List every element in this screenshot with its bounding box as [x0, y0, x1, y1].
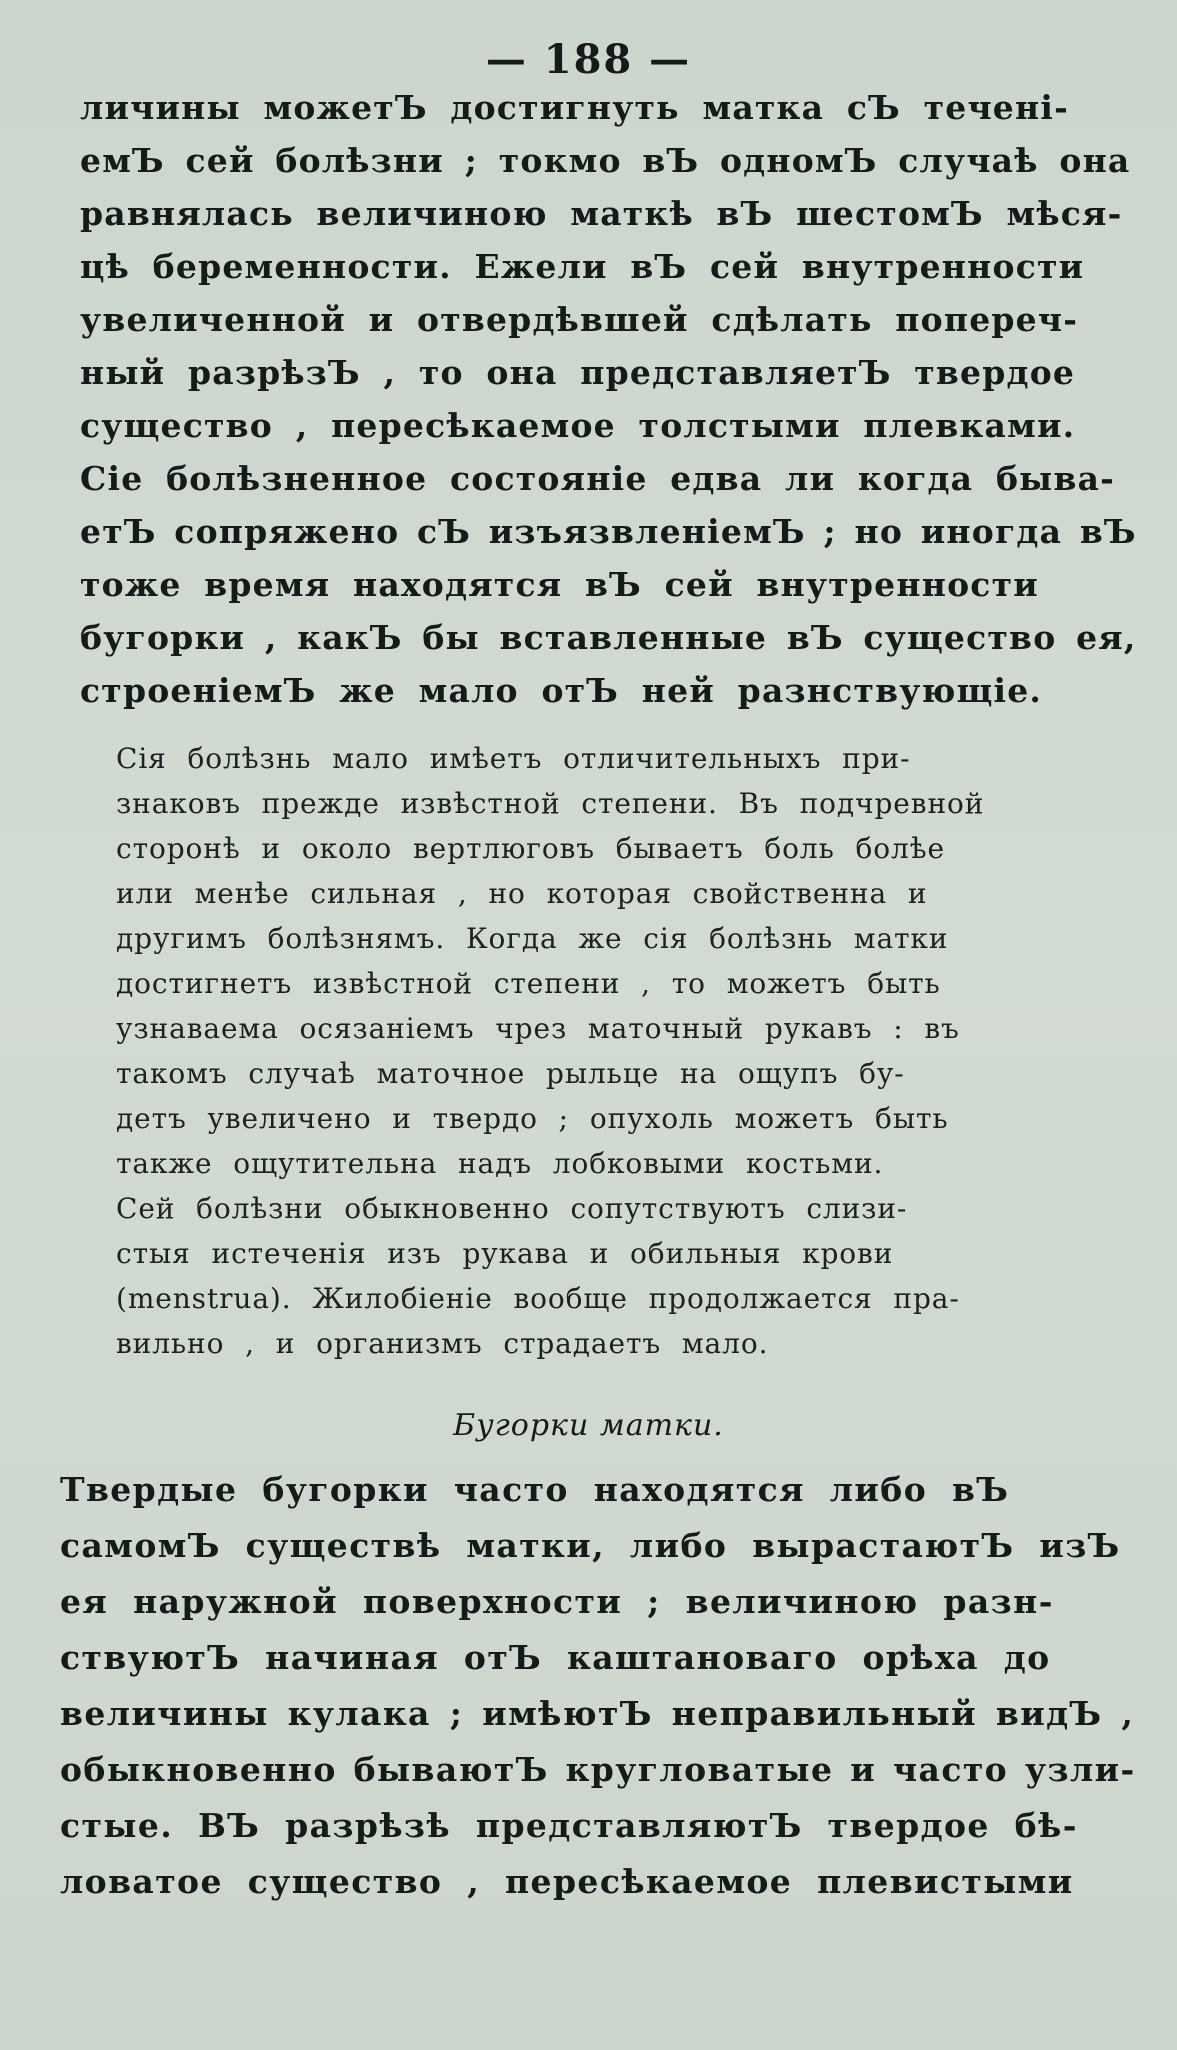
text-line: строеніемЪ же мало отЪ ней разнствующіе.	[80, 671, 1043, 710]
text-line: тоже время находятся вЪ сей внутренности	[80, 565, 1039, 604]
text-line: существо , пересѣкаемое толстыми плевками.	[80, 406, 1076, 445]
text-line: величины кулака ; имѣютЪ неправильный видЪ ,	[60, 1694, 1135, 1733]
text-line: другимъ болѣзнямъ. Когда же сія болѣзнь матки	[116, 922, 949, 955]
text-line: (menstrua). Жилобіеніе вообще продолжается пра-	[116, 1282, 960, 1315]
text-line: цѣ беременности. Ежели вЪ сей внутренности	[80, 247, 1085, 286]
text-line: знаковъ прежде извѣстной степени. Въ подчревной	[116, 787, 985, 820]
text-line: етЪ сопряжено сЪ изъязвленіемЪ ; но иногда вЪ	[80, 512, 1137, 551]
text-line: Сіе болѣзненное состояніе едва ли когда быва-	[80, 459, 1116, 498]
text-line: такомъ случаѣ маточное рыльце на ощупъ бу-	[116, 1057, 905, 1090]
text-line: ея наружной поверхности ; величиною разн-	[60, 1582, 1054, 1621]
text-line: личины можетЪ достигнуть матка сЪ течені-	[80, 88, 1069, 127]
text-line: ствуютЪ начиная отЪ каштановаго орѣха до	[60, 1638, 1051, 1677]
text-line: бугорки , какЪ бы вставленные вЪ существо ея,	[80, 618, 1137, 657]
text-line: или менѣе сильная , но которая свойственна и	[116, 877, 928, 910]
text-line: узнаваема осязаніемъ чрез маточный рукавъ : въ	[116, 1012, 960, 1045]
section-heading: Бугорки матки.	[453, 1408, 724, 1443]
text-line: равнялась величиною маткѣ вЪ шестомЪ мѣся-	[80, 194, 1123, 233]
text-line: Сія болѣзнь мало имѣетъ отличительныхъ при-	[116, 742, 911, 775]
text-line: Твердые бугорки часто находятся либо вЪ	[60, 1470, 1010, 1509]
text-line: сторонѣ и около вертлюговъ бываетъ боль болѣе	[116, 832, 945, 865]
text-line: увеличенной и отвердѣвшей сдѣлать попереч-	[80, 300, 1079, 339]
text-line: обыкновенно бываютЪ кругловатые и часто узли-	[60, 1750, 1136, 1789]
text-line: стые. ВЪ разрѣзѣ представляютЪ твердое бѣ-	[60, 1806, 1078, 1845]
page-number: — 188 —	[485, 36, 692, 83]
text-line: также ощутительна надъ лобковыми костьми.	[116, 1147, 884, 1180]
text-line: емЪ сей болѣзни ; токмо вЪ одномЪ случаѣ она	[80, 141, 1131, 180]
text-line: самомЪ существѣ матки, либо вырастаютЪ изЪ	[60, 1526, 1121, 1565]
text-line: ловатое существо , пересѣкаемое плевистыми	[60, 1862, 1074, 1901]
text-line: вильно , и организмъ страдаетъ мало.	[116, 1327, 769, 1360]
text-line: детъ увеличено и твердо ; опухоль можетъ быть	[116, 1102, 949, 1135]
text-line: ный разрѣзЪ , то она представляетЪ твердое	[80, 353, 1076, 392]
text-line: Сей болѣзни обыкновенно сопутствуютъ слизи-	[116, 1192, 908, 1225]
text-line: стыя истеченія изъ рукава и обильныя крови	[116, 1237, 894, 1270]
text-line: достигнетъ извѣстной степени , то можетъ быть	[116, 967, 941, 1000]
